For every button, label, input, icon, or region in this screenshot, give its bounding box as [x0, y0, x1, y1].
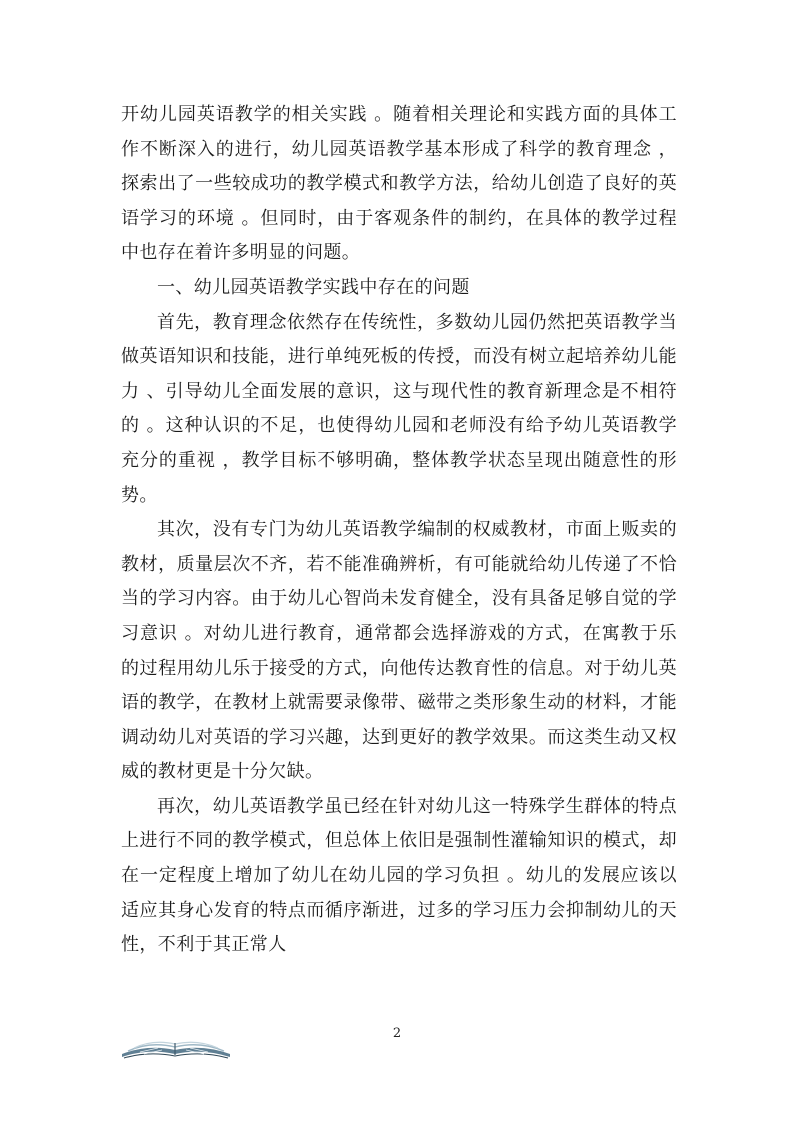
- document-body: [121, 98, 677, 963]
- paragraph-third-point: 再次，幼儿英语教学虽已经在针对幼儿这一特殊学生群体的特点上进行不同的教学模式，但总体上依旧是强制性灌输知识的模式，却在一定程度上增加了幼儿在幼儿园的学习负担 。幼儿的发展应该以适应其身心发育的特点而循序渐进，过多的学习压力会抑制幼儿的天性，不利于其正常人: [121, 795, 677, 956]
- open-book-icon: [118, 1034, 234, 1060]
- page-number: 2: [392, 1026, 402, 1041]
- section-heading: 一、幼儿园英语教学实践中存在的问题: [157, 276, 470, 298]
- paragraph-continuation: 开幼儿园英语教学的相关实践 。随着相关理论和实践方面的具体工作不断深入的进行，幼儿园英语教学基本形成了科学的教育理念 ，探索出了一些较成功的教学模式和教学方法，给幼儿创造了良好的英语学习的环境 。但同时，由于客观条件的制约，在具体的教学过程中也存在着许多明显的问题。: [121, 104, 677, 264]
- paragraph-second-point: 其次，没有专门为幼儿英语教学编制的权威教材，市面上贩卖的教材，质量层次不齐，若不能准确辨析，有可能就给幼儿传递了不恰当的学习内容。由于幼儿心智尚未发育健全，没有具备足够自觉的学习意识 。对幼儿进行教育，通常都会选择游戏的方式，在寓教于乐的过程用幼儿乐于接受的方式，向他传达教育性的信息。对于幼儿英语的教学，在教材上就需要录像带、磁带之类形象生动的材料，才能调动幼儿对英语的学习兴趣，达到更好的教学效果。而这类生动又权威的教材更是十分欠缺。: [121, 519, 677, 783]
- page-footer: [0, 1020, 794, 1080]
- paragraph-first-point: 首先，教育理念依然存在传统性，多数幼儿园仍然把英语教学当做英语知识和技能，进行单纯死板的传授，而没有树立起培养幼儿能力 、引导幼儿全面发展的意识，这与现代性的教育新理念是不相符的 。这种认识的不足，也使得幼儿园和老师没有给予幼儿英语教学充分的重视 ，教学目标不够明确，整体教学状态呈现出随意性的形势。: [121, 311, 677, 506]
